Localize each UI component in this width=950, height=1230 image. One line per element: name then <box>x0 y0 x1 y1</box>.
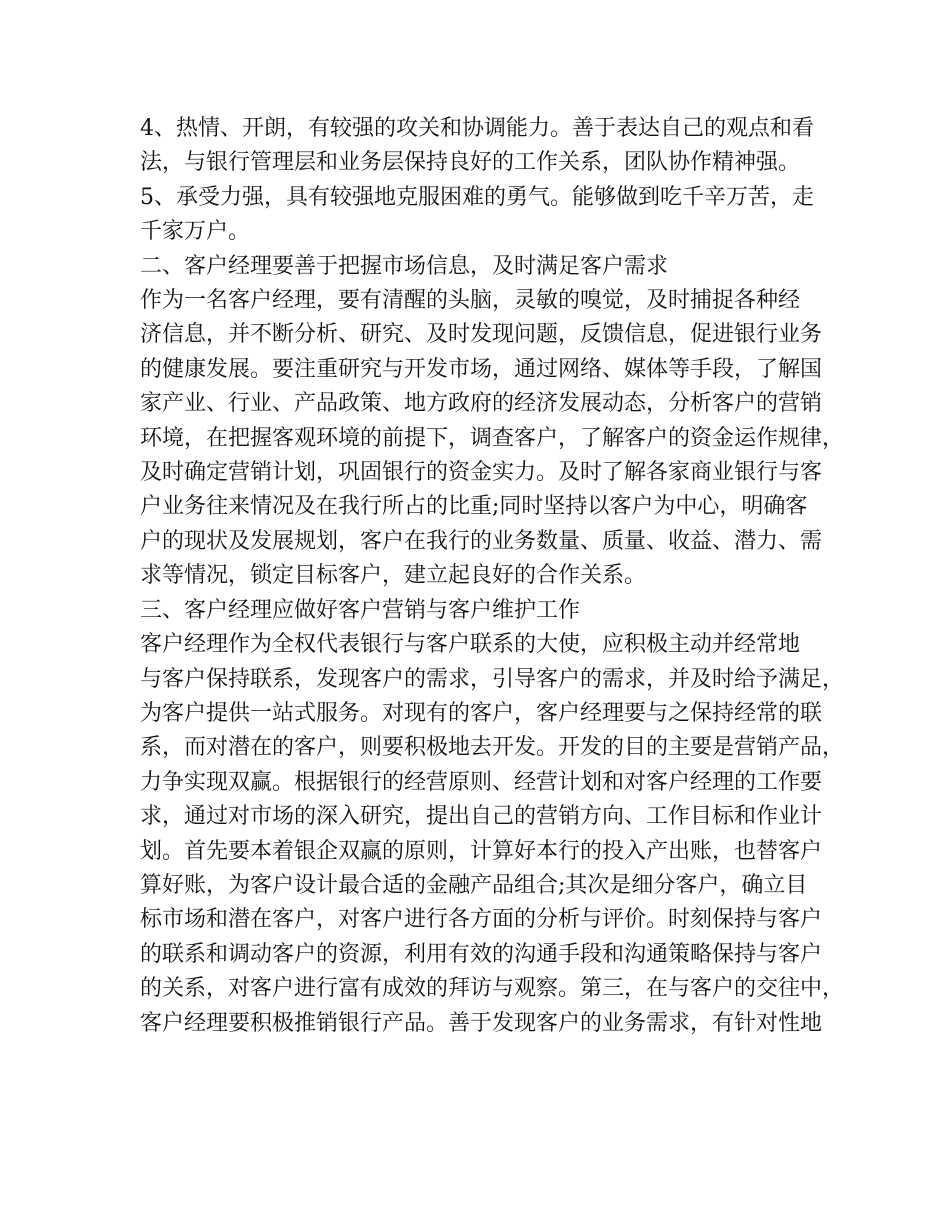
text-line: 环境，在把握客观环境的前提下，调查客户，了解客户的资金运作规律， <box>140 425 845 451</box>
text-line: 与客户保持联系，发现客户的需求，引导客户的需求，并及时给予满足， <box>140 666 845 692</box>
text-line: 的联系和调动客户的资源，利用有效的沟通手段和沟通策略保持与客户 <box>140 941 823 967</box>
text-line: 划。首先要本着银企双赢的原则，计算好本行的投入产出账，也替客户 <box>140 838 823 864</box>
text-line: 算好账，为客户设计最合适的金融产品组合;其次是细分客户，确立目 <box>140 872 808 898</box>
text-line: 济信息，并不断分析、研究、及时发现问题，反馈信息，促进银行业务 <box>140 322 823 348</box>
text-line: 法，与银行管理层和业务层保持良好的工作关系，团队协作精神强。 <box>140 150 801 176</box>
document-body <box>140 112 845 1041</box>
text-line: 户的现状及发展规划，客户在我行的业务数量、质量、收益、潜力、需 <box>140 528 823 554</box>
section-heading: 三、客户经理应做好客户营销与客户维护工作 <box>140 597 581 623</box>
text-line: 客户经理要积极推销银行产品。善于发现客户的业务需求，有针对性地 <box>140 1010 823 1036</box>
text-line: 客户经理作为全权代表银行与客户联系的大使，应积极主动并经常地 <box>140 632 801 658</box>
text-line: 力争实现双赢。根据银行的经营原则、经营计划和对客户经理的工作要 <box>140 769 823 795</box>
text-line: 及时确定营销计划，巩固银行的资金实力。及时了解各家商业银行与客 <box>140 460 823 486</box>
text-line: 的健康发展。要注重研究与开发市场，通过网络、媒体等手段，了解国 <box>140 356 823 382</box>
text-line: 千家万户。 <box>140 219 251 245</box>
text-line: 的关系，对客户进行富有成效的拜访与观察。第三，在与客户的交往中， <box>140 976 845 1002</box>
text-line: 为客户提供一站式服务。对现有的客户，客户经理要与之保持经常的联 <box>140 700 823 726</box>
text-line: 4、热情、开朗，有较强的攻关和协调能力。善于表达自己的观点和看 <box>140 116 814 141</box>
text-line: 作为一名客户经理，要有清醒的头脑，灵敏的嗅觉，及时捕捉各种经 <box>140 288 801 314</box>
text-line: 系，而对潜在的客户，则要积极地去开发。开发的目的主要是营销产品， <box>140 735 845 761</box>
text-line: 标市场和潜在客户，对客户进行各方面的分析与评价。时刻保持与客户 <box>140 907 823 933</box>
text-line: 5、承受力强，具有较强地克服困难的勇气。能够做到吃千辛万苦，走 <box>140 184 814 210</box>
text-line: 户业务往来情况及在我行所占的比重;同时坚持以客户为中心，明确客 <box>140 494 808 520</box>
text-line: 求等情况，锁定目标客户，建立起良好的合作关系。 <box>140 563 647 589</box>
text-line: 家产业、行业、产品政策、地方政府的经济发展动态，分析客户的营销 <box>140 391 823 417</box>
text-line: 求，通过对市场的深入研究，提出自己的营销方向、工作目标和作业计 <box>140 804 823 830</box>
section-heading: 二、客户经理要善于把握市场信息，及时满足客户需求 <box>140 253 669 279</box>
